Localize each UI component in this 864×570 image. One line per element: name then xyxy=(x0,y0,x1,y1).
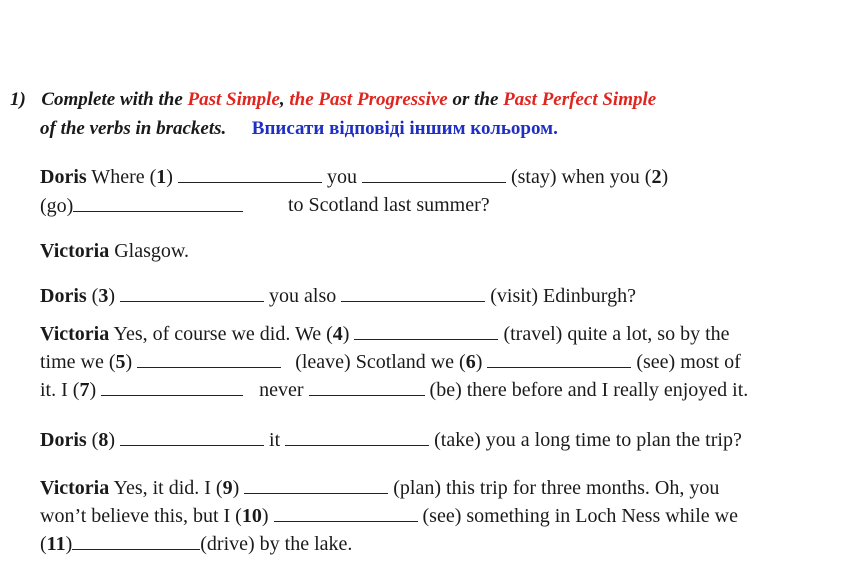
task-heading xyxy=(10,88,656,112)
doris-line-1b-rest xyxy=(288,193,490,217)
text: ) xyxy=(65,533,73,555)
answer-blank-10[interactable] xyxy=(274,503,418,522)
gap-number: 10 xyxy=(241,505,262,527)
text: to Scotland last summer? xyxy=(288,194,490,216)
speaker-doris: Doris xyxy=(40,166,87,188)
speaker-victoria: Victoria xyxy=(40,477,110,499)
text: (be) there before and I really enjoyed it. xyxy=(429,379,749,401)
text: (go) xyxy=(40,195,74,217)
gap-number: 5 xyxy=(115,351,126,373)
gap-number: 2 xyxy=(651,166,662,188)
text: Yes, it did. I ( xyxy=(113,477,223,499)
answer-blank-3b[interactable] xyxy=(341,283,485,302)
answer-blank-4[interactable] xyxy=(354,321,498,340)
answer-blank-9[interactable] xyxy=(244,475,388,494)
speaker-victoria: Victoria xyxy=(40,323,110,345)
text: Glasgow. xyxy=(114,240,190,262)
answer-blank-8b[interactable] xyxy=(285,427,429,446)
text: you also xyxy=(269,285,337,307)
gap-number: 3 xyxy=(98,285,109,307)
task-heading-line2 xyxy=(40,117,558,141)
victoria-line-2a xyxy=(40,321,730,346)
tense-past-simple: Past Simple xyxy=(187,89,280,110)
text: you xyxy=(326,166,357,188)
text: never xyxy=(259,379,304,401)
answer-blank-1b[interactable] xyxy=(362,164,506,183)
victoria-line-3b xyxy=(40,503,738,528)
answer-blank-7[interactable] xyxy=(101,377,243,396)
text: ) xyxy=(108,429,116,451)
tense-past-perfect: Past Perfect Simple xyxy=(503,89,657,110)
text: ) xyxy=(108,285,116,307)
text: ) xyxy=(261,505,269,527)
text: (visit) Edinburgh? xyxy=(490,285,636,307)
text: (plan) this trip for three months. Oh, you xyxy=(393,477,720,499)
text: (see) most of xyxy=(636,351,741,373)
victoria-line-2c xyxy=(40,377,748,402)
victoria-line-2b xyxy=(40,349,741,374)
gap-number: 1 xyxy=(156,166,167,188)
answer-blank-2[interactable] xyxy=(73,193,243,212)
doris-line-1 xyxy=(40,164,668,189)
text: ) xyxy=(166,166,173,188)
text: ( xyxy=(91,285,99,307)
text: ) xyxy=(232,477,240,499)
gap-number: 4 xyxy=(332,323,343,345)
text: ) xyxy=(342,323,350,345)
victoria-line-3a xyxy=(40,475,719,500)
text: ( xyxy=(40,533,47,555)
tense-past-progressive: the Past Progressive xyxy=(289,89,448,110)
text: it xyxy=(269,429,281,451)
answer-blank-8[interactable] xyxy=(120,427,264,446)
victoria-line-1 xyxy=(40,239,189,263)
text: ) xyxy=(661,166,669,188)
comma: , xyxy=(279,89,285,110)
text: Yes, of course we did. We ( xyxy=(113,323,333,345)
answer-blank-1[interactable] xyxy=(178,164,322,183)
text: time we ( xyxy=(40,351,116,373)
speaker-doris: Doris xyxy=(40,429,87,451)
speaker-victoria: Victoria xyxy=(40,240,110,262)
answer-blank-3[interactable] xyxy=(120,283,264,302)
or-the: or the xyxy=(447,89,504,110)
task-intro: Complete with the xyxy=(41,89,188,110)
victoria-line-3c xyxy=(40,531,352,556)
gap-number: 8 xyxy=(98,429,109,451)
gap-number: 9 xyxy=(222,477,233,499)
gap-number: 6 xyxy=(465,351,476,373)
text: (take) you a long time to plan the trip? xyxy=(434,429,742,451)
speaker-doris: Doris xyxy=(40,285,87,307)
text: ( xyxy=(91,429,99,451)
ukrainian-note: Вписати відповіді іншим кольором. xyxy=(251,118,558,139)
text: (drive) by the lake. xyxy=(200,533,353,555)
answer-blank-7b[interactable] xyxy=(309,377,425,396)
text: (travel) quite a lot, so by the xyxy=(503,323,730,345)
task-instructions: of the verbs in brackets. xyxy=(40,118,227,139)
text: ) xyxy=(125,351,133,373)
text: (leave) Scotland we ( xyxy=(295,351,466,373)
text: ) xyxy=(89,379,97,401)
text: (stay) when you ( xyxy=(510,166,652,188)
answer-blank-6[interactable] xyxy=(487,349,631,368)
doris-line-3 xyxy=(40,427,742,452)
gap-number: 11 xyxy=(46,533,66,555)
gap-number: 7 xyxy=(79,379,90,401)
text: Where ( xyxy=(86,166,157,188)
text: won’t believe this, but I ( xyxy=(40,505,242,527)
doris-line-1b xyxy=(40,193,243,218)
text: ) xyxy=(475,351,483,373)
text: (see) something in Loch Ness while we xyxy=(422,505,738,527)
text: it. I ( xyxy=(40,379,80,401)
task-number: 1) xyxy=(10,89,26,110)
answer-blank-5[interactable] xyxy=(137,349,281,368)
doris-line-2 xyxy=(40,283,636,308)
answer-blank-11[interactable] xyxy=(72,531,200,550)
